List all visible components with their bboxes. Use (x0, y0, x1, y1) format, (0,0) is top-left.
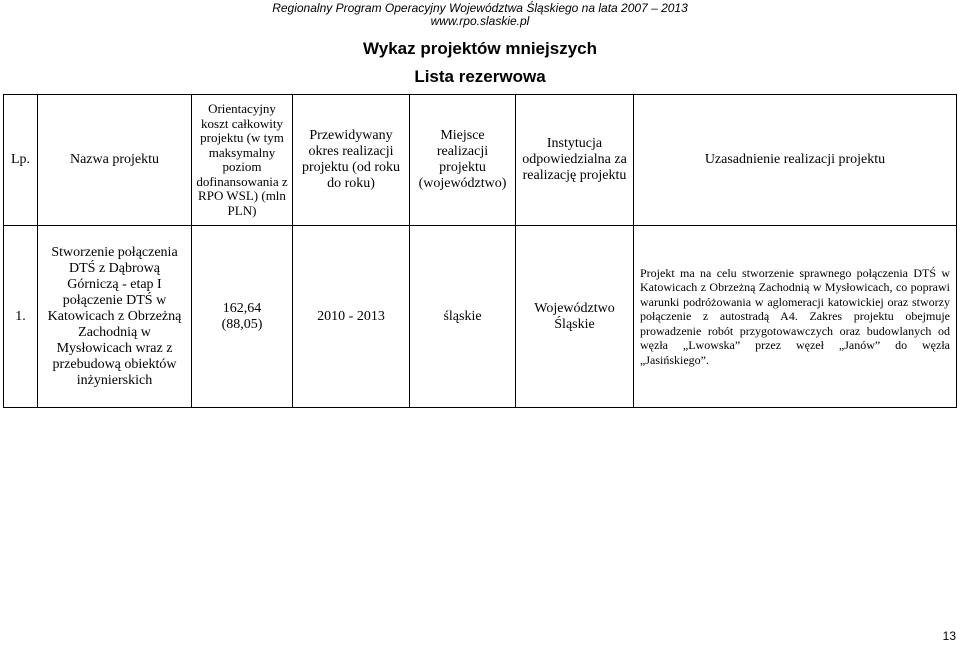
cell-period: 2010 - 2013 (293, 226, 410, 408)
document-header (0, 2, 960, 28)
cell-institution: Województwo Śląskie (516, 226, 634, 408)
table-row (4, 226, 957, 408)
cost-cofinancing: (88,05) (221, 316, 263, 332)
cell-name: Stworzenie połączenia DTŚ z Dąbrową Górniczą - etap I połączenie DTŚ w Katowicach z Obrzeżną Zachodnią w Mysłowicach wraz z przebudową obiektów inżynierskich (38, 226, 192, 408)
program-name: Regionalny Program Operacyjny Województwa Śląskiego na lata 2007 – 2013 (272, 1, 688, 15)
header-lp: Lp. (4, 95, 38, 226)
program-url: www.rpo.slaskie.pl (430, 14, 530, 28)
header-period: Przewidywany okres realizacji projektu (od roku do roku) (293, 95, 410, 226)
cell-cost (192, 226, 293, 408)
cell-lp: 1. (4, 226, 38, 408)
page-title: Wykaz projektów mniejszych (363, 39, 597, 58)
cell-place: śląskie (410, 226, 516, 408)
cost-total: 162,64 (222, 300, 262, 316)
header-place: Miejsce realizacji projektu (województwo) (410, 95, 516, 226)
header-cost: Orientacyjny koszt całkowity projektu (w tym maksymalny poziom dofinansowania z RPO WSL) (mln PLN) (192, 95, 293, 226)
cell-justification: Projekt ma na celu stworzenie sprawnego połączenia DTŚ w Katowicach z Obrzeżną Zachodnią w Mysłowicach, co poprawi warunki podróżowania w aglomeracji katowickiej oraz stworzy połączenie z autostradą A4. Zakres projektu obejmuje prowadzenie robót przygotowawczych oraz budowlanych od węzła „Lwowska” przez węzeł „Janów” do węzła „Jasińskiego”. (634, 226, 957, 408)
page-subtitle: Lista rezerwowa (414, 67, 546, 86)
header-justification: Uzasadnienie realizacji projektu (634, 95, 957, 226)
projects-table (3, 94, 957, 408)
header-institution: Instytucja odpowiedzialna za realizację projektu (516, 95, 634, 226)
header-name: Nazwa projektu (38, 95, 192, 226)
page-number: 13 (942, 629, 956, 643)
table-header-row (4, 95, 957, 226)
